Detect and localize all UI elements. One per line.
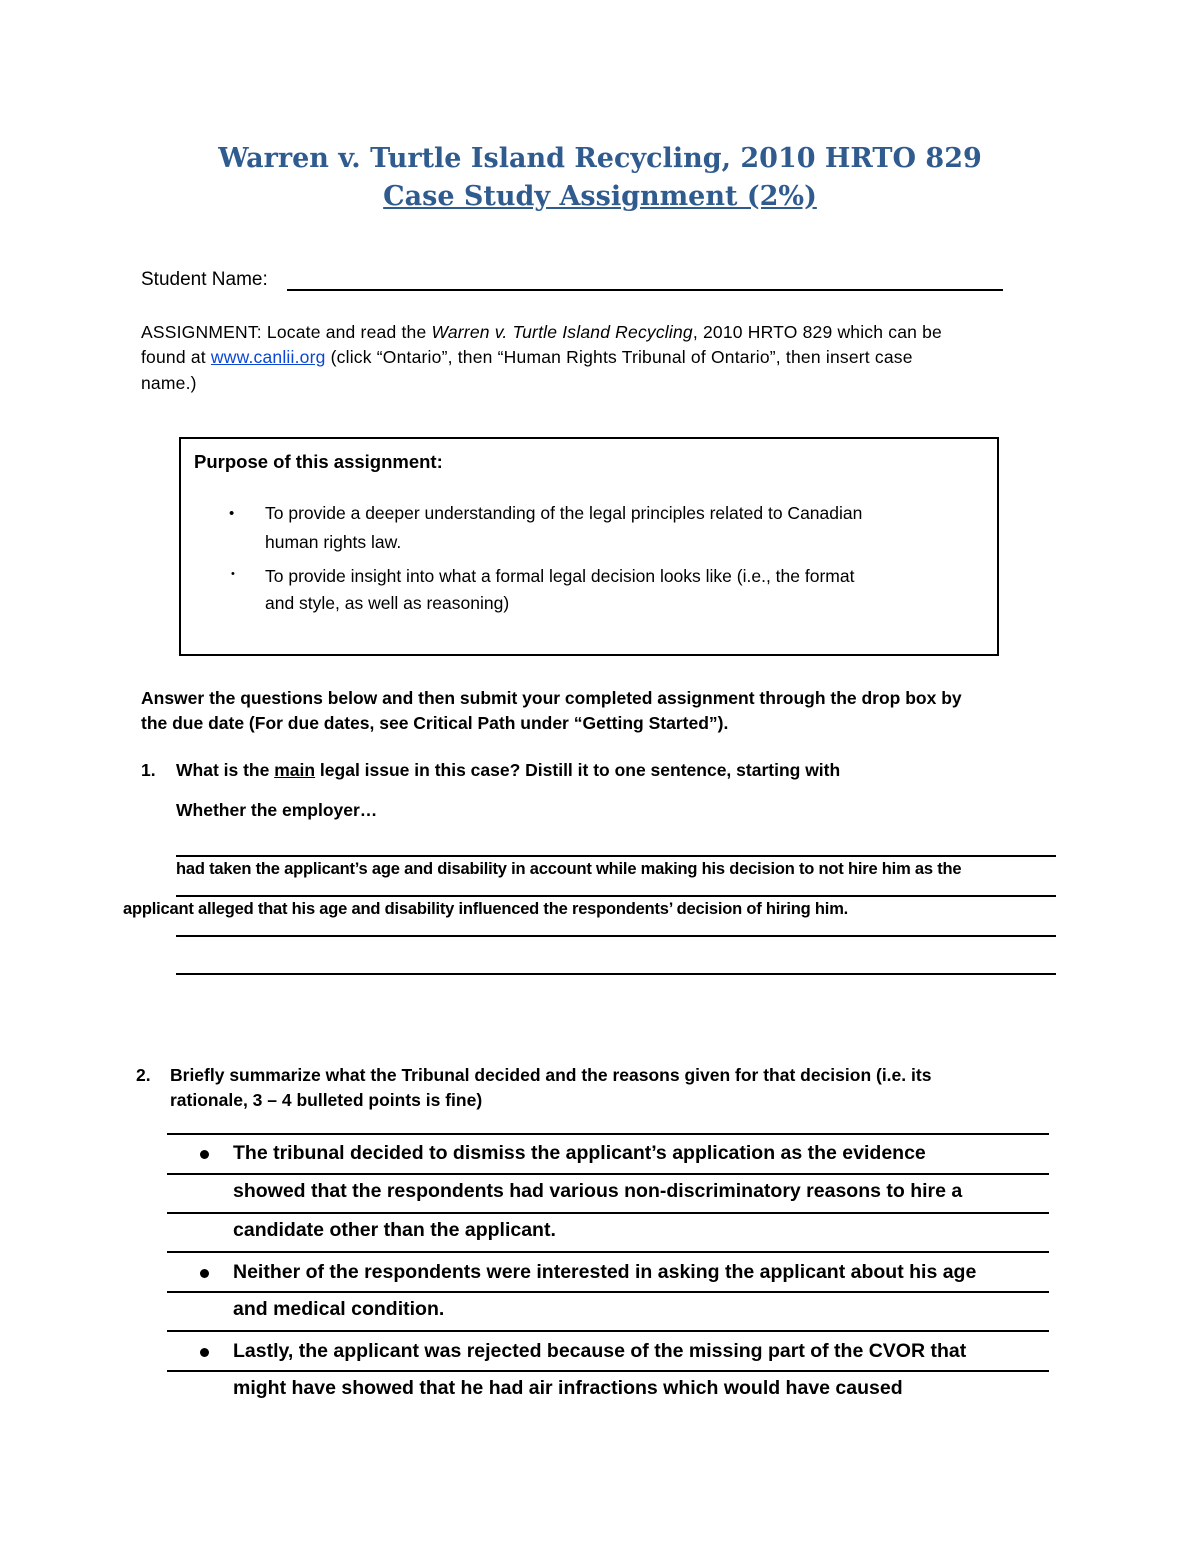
answer-line [167, 1370, 1049, 1372]
q2-answer-line-3[interactable]: candidate other than the applicant. [233, 1219, 556, 1241]
q2-answer-line-2[interactable]: showed that the respondents had various non-discriminatory reasons to hire a [233, 1180, 963, 1202]
q2-answer-line-4[interactable]: Neither of the respondents were interested in asking the applicant about his age [233, 1261, 977, 1283]
answer-line [176, 855, 1056, 857]
q2-answer-line-5[interactable]: and medical condition. [233, 1298, 445, 1320]
q1-answer-line-2[interactable]: applicant alleged that his age and disability influenced the respondents’ decision of hiring him. [123, 900, 849, 918]
purpose-bullet-2-line-2: and style, as well as reasoning) [265, 593, 510, 613]
document-subtitle: Case Study Assignment (2%) [383, 181, 817, 212]
answer-line [167, 1212, 1049, 1214]
bullet-icon [200, 1269, 209, 1278]
student-name-field[interactable] [287, 289, 1003, 291]
q2-answer-line-1[interactable]: The tribunal decided to dismiss the applicant’s application as the evidence [233, 1142, 926, 1164]
bullet-icon: • [231, 568, 235, 580]
q2-question-line-2: rationale, 3 – 4 bulleted points is fine) [170, 1090, 483, 1110]
instructions-line-2: the due date (For due dates, see Critical Path under “Getting Started”). [141, 713, 729, 733]
purpose-bullet-1-line-1: To provide a deeper understanding of the legal principles related to Canadian [265, 503, 863, 523]
answer-line [167, 1173, 1049, 1175]
document-title: Warren v. Turtle Island Recycling, 2010 HRTO 829 [218, 143, 982, 174]
answer-line [176, 973, 1056, 975]
student-name-label: Student Name: [141, 269, 268, 290]
answer-line [167, 1291, 1049, 1293]
answer-line [176, 935, 1056, 937]
q1-answer-line-1[interactable]: had taken the applicant’s age and disability in account while making his decision to not hire him as the [176, 860, 962, 878]
answer-line [176, 895, 1056, 897]
q2-answer-line-6[interactable]: Lastly, the applicant was rejected because of the missing part of the CVOR that [233, 1340, 967, 1362]
purpose-title: Purpose of this assignment: [194, 451, 443, 472]
q2-number: 2. [136, 1065, 151, 1085]
q1-question: What is the main legal issue in this case? Distill it to one sentence, starting with [176, 760, 841, 780]
bullet-icon [200, 1348, 209, 1357]
answer-line [167, 1330, 1049, 1332]
canlii-link[interactable]: www.canlii.org [210, 347, 326, 367]
purpose-bullet-2-line-1: To provide insight into what a formal legal decision looks like (i.e., the format [265, 566, 855, 586]
q1-number: 1. [141, 760, 156, 780]
bullet-icon [200, 1150, 209, 1159]
instructions-line-1: Answer the questions below and then submit your completed assignment through the drop box by [141, 688, 962, 708]
answer-line [167, 1251, 1049, 1253]
bullet-icon: • [229, 505, 235, 522]
answer-line [167, 1133, 1049, 1135]
assignment-line-1: ASSIGNMENT: Locate and read the Warren v. Turtle Island Recycling, 2010 HRTO 829 which can be [141, 322, 942, 342]
q1-prompt: Whether the employer… [176, 800, 378, 820]
q2-question-line-1: Briefly summarize what the Tribunal decided and the reasons given for that decision (i.e. its [170, 1065, 932, 1085]
assignment-line-3: name.) [141, 373, 197, 393]
purpose-bullet-1-line-2: human rights law. [265, 532, 402, 552]
assignment-line-2: found at www.canlii.org (click “Ontario”, then “Human Rights Tribunal of Ontario”, then insert case [141, 347, 913, 367]
q2-answer-line-7[interactable]: might have showed that he had air infractions which would have caused [233, 1377, 903, 1399]
